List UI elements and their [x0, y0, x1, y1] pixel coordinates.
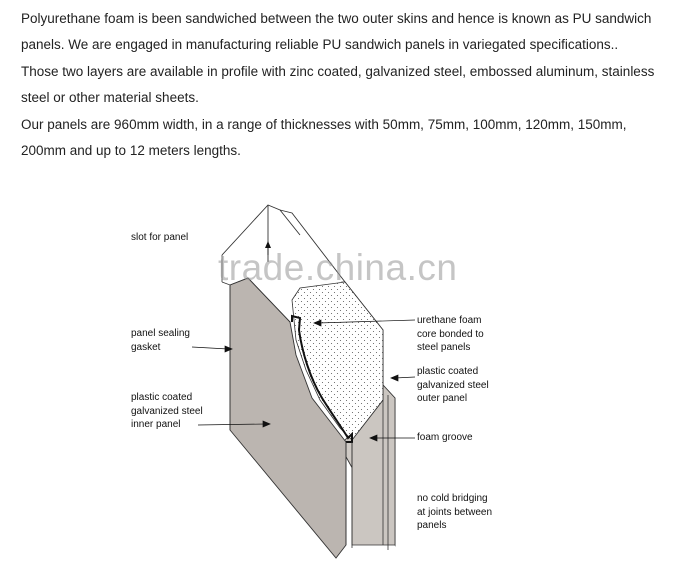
label-text: outer panel: [417, 393, 468, 404]
label-panel-sealing-gasket: [131, 327, 190, 354]
description-line: Polyurethane foam is been sandwiched between the two outer skins and hence is known as PU sandwich: [21, 11, 652, 26]
label-text: galvanized steel: [417, 379, 489, 391]
description-line: Our panels are 960mm width, in a range of thicknesses with 50mm, 75mm, 100mm, 120mm, 150mm,: [21, 116, 627, 132]
label-text: galvanized steel: [131, 405, 203, 417]
label-text: inner panel: [131, 419, 181, 430]
label-foam-groove: [417, 431, 473, 445]
label-text: core bonded to: [417, 328, 484, 340]
label-text: gasket: [131, 341, 161, 353]
description-line: Those two layers are available in profile with zinc coated, galvanized steel, embossed aluminum, stainless: [21, 63, 655, 79]
label-text: no cold bridging: [417, 493, 488, 504]
description-line: 200mm and up to 12 meters lengths.: [21, 143, 241, 159]
label-inner-panel: [131, 391, 203, 432]
label-text: slot for panel: [131, 232, 189, 243]
label-text: steel panels: [417, 342, 471, 353]
label-text: at joints between: [417, 506, 493, 518]
label-text: urethane foam: [417, 315, 482, 326]
watermark: trade.china.cn: [218, 247, 458, 288]
label-text: plastic coated: [131, 392, 193, 403]
label-text: foam groove: [417, 432, 473, 443]
label-slot-for-panel: [131, 231, 188, 245]
label-text: panels: [417, 520, 447, 531]
label-text: plastic coated: [417, 366, 479, 377]
description-line: steel or other material sheets.: [21, 90, 199, 106]
label-no-cold-bridging: [417, 492, 492, 533]
label-outer-panel: [417, 365, 489, 406]
label-urethane-foam-core: [417, 314, 484, 355]
description-line: panels. We are engaged in manufacturing reliable PU sandwich panels in variegated specifications..: [21, 37, 619, 53]
label-text: panel sealing: [131, 328, 190, 339]
